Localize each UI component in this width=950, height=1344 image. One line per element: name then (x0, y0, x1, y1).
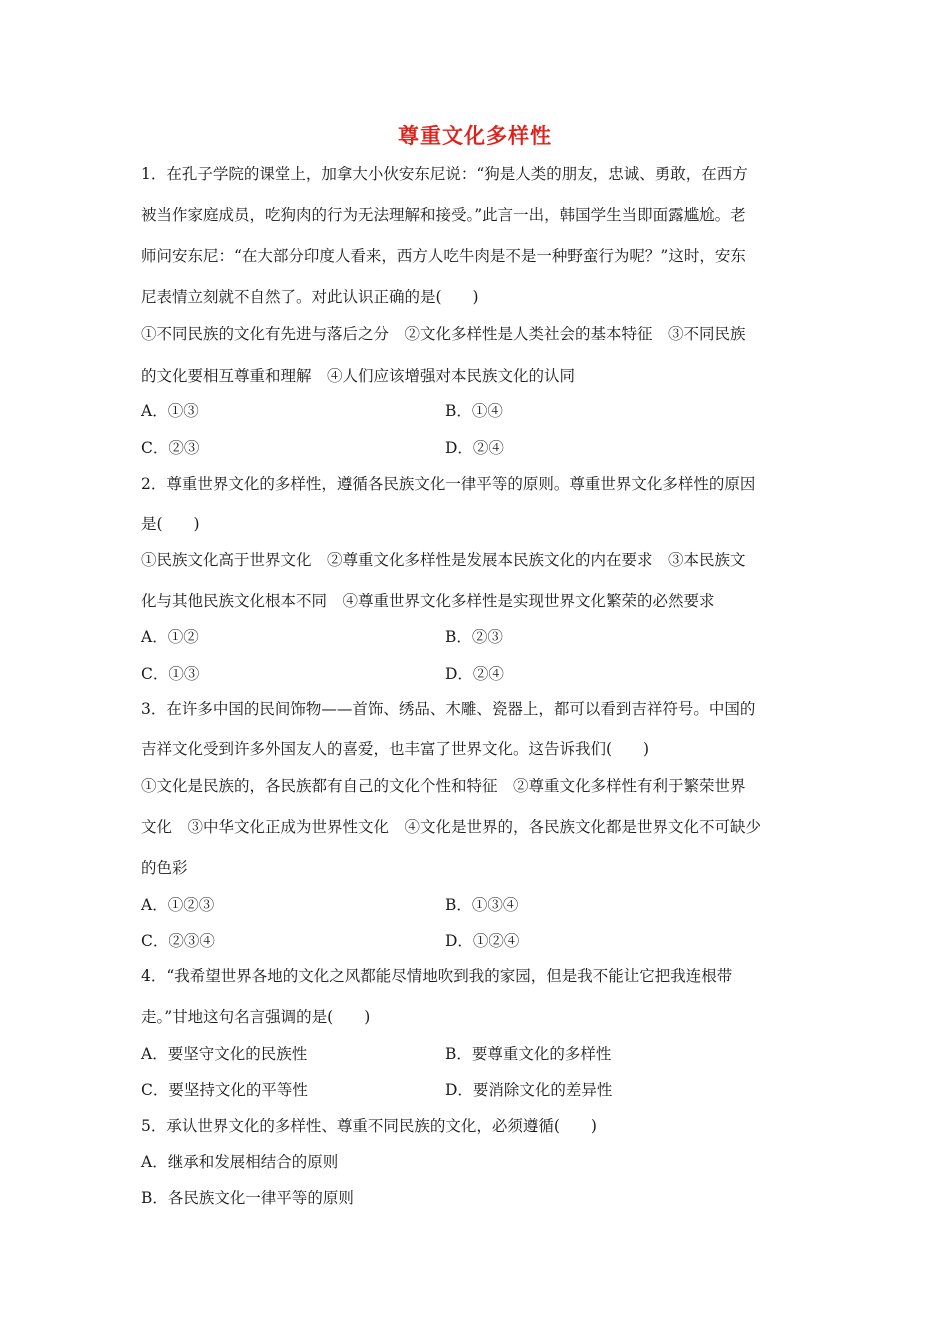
question-1-option-c: C．②③ (141, 439, 200, 457)
question-2-option-b: B．②③ (445, 628, 503, 646)
question-4-option-d: D．要消除文化的差异性 (445, 1081, 613, 1099)
question-2-statements: ①民族文化高于世界文化 ②尊重文化多样性是发展本民族文化的内在要求 ③本民族文 (141, 551, 746, 569)
question-3-statements: 文化 ③中华文化正成为世界性文化 ④文化是世界的，各民族文化都是世界文化不可缺少 (141, 818, 762, 836)
question-2-option-d: D．②④ (445, 665, 504, 683)
question-1-option-a: A．①③ (141, 402, 199, 420)
question-4-option-c: C．要坚持文化的平等性 (141, 1081, 308, 1099)
question-5-line: 5．承认世界文化的多样性、尊重不同民族的文化，必须遵循( ) (141, 1117, 597, 1135)
question-1-statements: ①不同民族的文化有先进与落后之分 ②文化多样性是人类社会的基本特征 ③不同民族 (141, 325, 746, 343)
question-3-statements: ①文化是民族的，各民族都有自己的文化个性和特征 ②尊重文化多样性有利于繁荣世界 (141, 777, 746, 795)
question-2-statements: 化与其他民族文化根本不同 ④尊重世界文化多样性是实现世界文化繁荣的必然要求 (141, 592, 715, 610)
question-3-option-a: A．①②③ (141, 896, 215, 914)
question-1-statements: 的文化要相互尊重和理解 ④人们应该增强对本民族文化的认同 (141, 367, 576, 385)
question-2-option-c: C．①③ (141, 665, 200, 683)
question-1-option-d: D．②④ (445, 439, 504, 457)
question-2-line: 2．尊重世界文化的多样性，遵循各民族文化一律平等的原则。尊重世界文化多样性的原因 (141, 475, 756, 493)
question-1-line: 尼表情立刻就不自然了。对此认识正确的是( ) (141, 288, 479, 306)
question-5-option-b: B．各民族文化一律平等的原则 (141, 1189, 354, 1207)
question-3-option-d: D．①②④ (445, 932, 520, 950)
question-5-option-a: A．继承和发展相结合的原则 (141, 1153, 339, 1171)
question-3-option-b: B．①③④ (445, 896, 519, 914)
question-3-option-c: C．②③④ (141, 932, 215, 950)
question-1-line: 1．在孔子学院的课堂上，加拿大小伙安东尼说：“狗是人类的朋友，忠诚、勇敢，在西方 (141, 165, 748, 183)
page-title: 尊重文化多样性 (398, 124, 552, 148)
question-1-line: 被当作家庭成员，吃狗肉的行为无法理解和接受。”此言一出，韩国学生当即面露尴尬。老 (141, 206, 746, 224)
question-4-option-a: A．要坚守文化的民族性 (141, 1045, 308, 1063)
question-3-line: 吉祥文化受到许多外国友人的喜爱，也丰富了世界文化。这告诉我们( ) (141, 740, 650, 758)
question-2-option-a: A．①② (141, 628, 199, 646)
question-3-line: 3．在许多中国的民间饰物——首饰、绣品、木雕、瓷器上，都可以看到吉祥符号。中国的 (141, 700, 756, 718)
question-4-line: 走。”甘地这句名言强调的是( ) (141, 1008, 371, 1026)
question-3-statements: 的色彩 (141, 859, 188, 877)
question-2-line: 是( ) (141, 515, 200, 533)
question-4-line: 4．“我希望世界各地的文化之风都能尽情地吹到我的家园，但是我不能让它把我连根带 (141, 967, 733, 985)
question-1-line: 师问安东尼：“在大部分印度人看来，西方人吃牛肉是不是一种野蛮行为呢？”这时，安东 (141, 247, 746, 265)
question-1-option-b: B．①④ (445, 402, 503, 420)
question-4-option-b: B．要尊重文化的多样性 (445, 1045, 612, 1063)
